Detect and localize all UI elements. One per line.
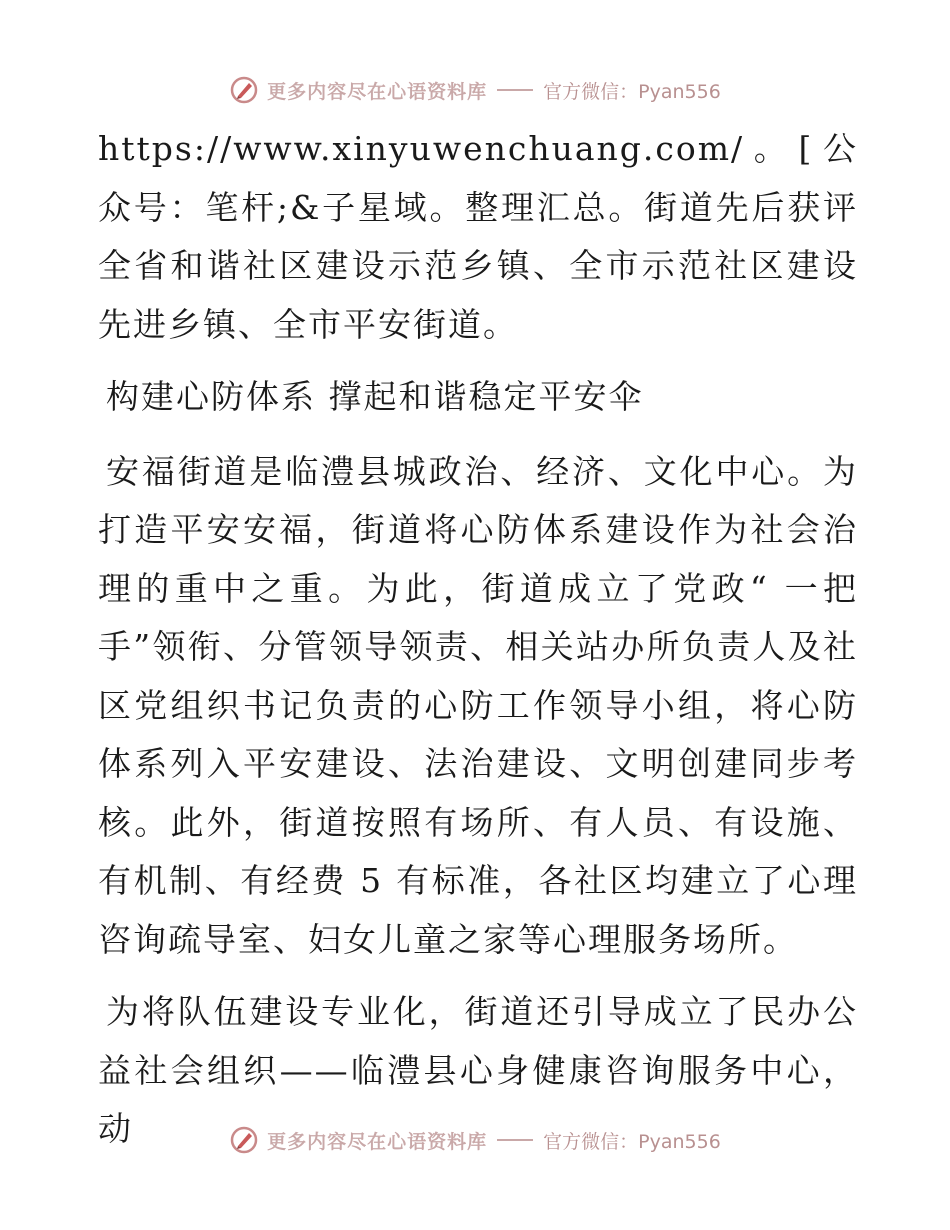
watermark-text: 更多内容尽在心语资料库 [267, 80, 488, 103]
footer-watermark [0, 1120, 950, 1160]
watermark-wechat: 官方微信：Pyan556 [543, 80, 721, 103]
watermark-dash [497, 1139, 533, 1141]
paragraph-intro: https://www.xinyuwenchuang.com/。[公众号：笔杆;&子星域。整理汇总。街道先后获评全省和谐社区建设示范乡镇、全市示范社区建设先进乡镇、全市平安街道。 [98, 129, 858, 344]
pen-logo-icon [229, 75, 259, 105]
paragraph-anfu: 安福街道是临澧县城政治、经济、文化中心。为打造平安安福，街道将心防体系建设作为社会治理的重中之重。为此，街道成立了党政“ 一把手”领衔、分管领导领责、相关站办所负责人及社区党组织书记负责的心防工作领导小组，将心防体系列入平安建设、法治建设、文明创建同步考核。此外，街道按照有场所、有人员、有设施、有机制、有经费 5 有标准，各社区均建立了心理咨询疏导室、妇女儿童之家等心理服务场所。 [98, 451, 858, 959]
pen-logo-icon [229, 1125, 259, 1155]
document-body [98, 120, 858, 1173]
watermark-wechat: 官方微信：Pyan556 [543, 1130, 721, 1153]
paragraph-team: 为将队伍建设专业化，街道还引导成立了民办公益社会组织——临澧县心身健康咨询服务中心，动 [98, 992, 858, 1148]
watermark-dash [497, 89, 533, 91]
header-watermark [0, 70, 950, 110]
watermark-text: 更多内容尽在心语资料库 [267, 1130, 488, 1153]
section-heading: 构建心防体系 撑起和谐稳定平安伞 [106, 377, 644, 416]
